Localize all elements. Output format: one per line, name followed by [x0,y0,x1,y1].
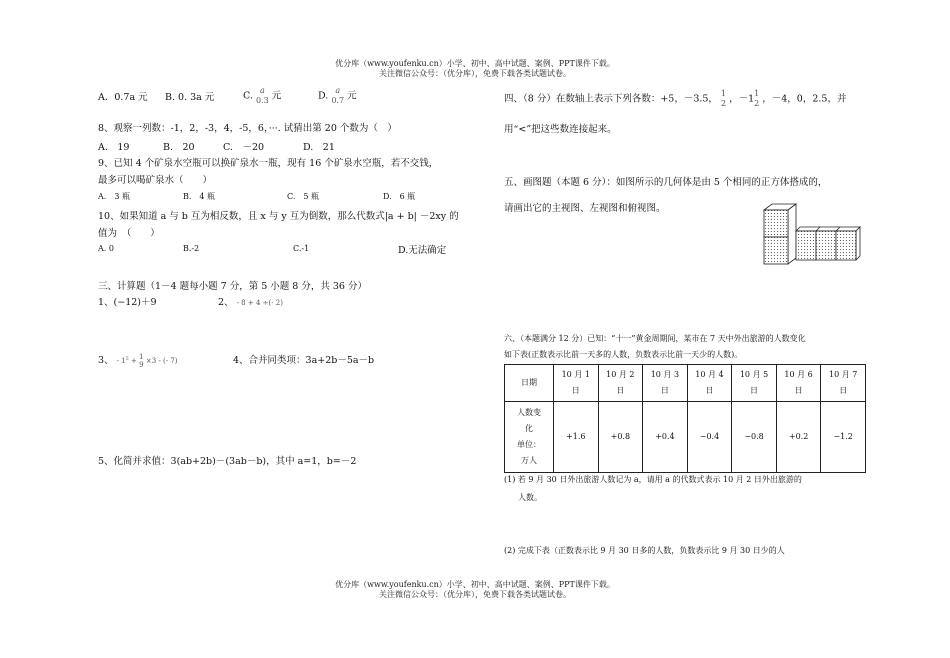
q9-option-a: A. 3 瓶 [98,192,130,201]
q10-option-d: D.无法确定 [398,245,447,256]
q7-option-d-label: D. [318,90,329,102]
problem-2-expression: - 8 + 4 ÷(- 2) [236,299,283,307]
date-line-1: 10 月 4 [695,370,724,379]
problem-3-label: 3、 [98,355,114,366]
problem-2-label: 2、 [218,297,234,308]
q9-option-d: D. 6 瓶 [383,192,416,201]
header-line: 人数变 [517,408,541,417]
table-cell-date [732,365,777,402]
date-line-1: 10 月 5 [739,370,769,379]
cube-row-top-face [796,227,860,231]
q10-option-c: C.-1 [293,244,310,253]
section5-line-2: 请画出它的主视图、左视图和俯视图。 [504,203,666,214]
q9-line-2: 最多可以喝矿泉水（ ） [98,175,213,186]
section6-q1-line-1: (1) 若 9 月 30 日外出旅游人数记为 a，请用 a 的代数式表示 10 月 2 日外出旅游的 [504,475,802,484]
footer-line-2: 关注微信公众号：（优分库），免费下载各类试题试卷。 [379,590,571,599]
date-line-2: 日 [839,386,848,395]
footer-line-1: 优分库（www.youfenku.cn）小学、初中、高中试题、案例、PPT课件下载。 [335,580,615,589]
expr-exponent: 2 [125,355,129,362]
date-line-1: 10 月 3 [650,370,680,379]
table-row-dates [505,365,866,402]
section4-fraction-1 [721,89,726,109]
section4-line-2: 用“<”把这些数连接起来。 [504,124,617,135]
expr-fraction [139,353,143,369]
fraction-numerator: a [335,86,341,95]
section4-line-1 [504,89,846,109]
section3-problem-5: 5、化简并求值：3(ab+2b)－(3ab－b)，其中 a=1，b=－2 [98,456,357,467]
cube-side-face [788,204,796,264]
date-line-2: 日 [750,386,759,395]
table-cell-date [554,365,599,402]
section5-line-1: 五、画图题（本题 6 分）：如图所示的几何体是由 5 个相同的正方体搭成的， [504,177,828,188]
table-cell-date [643,365,688,402]
table-cell-change: +0.4 [643,402,688,473]
q9-option-b: B. 4 瓶 [183,192,216,201]
cube-row-front-3 [836,231,856,260]
fraction-denominator: 0.7 [331,96,345,105]
section6-q1-line-2: 人数。 [518,493,542,502]
date-line-2: 日 [705,386,714,395]
q7-option-c [243,86,281,106]
q7-option-c-unit: 元 [271,90,282,102]
date-line-2: 日 [660,386,669,395]
fraction-denominator: 9 [139,361,144,369]
fraction-numerator: a [259,86,265,95]
q10-option-a: A. 0 [98,244,114,253]
q8-option-c: C. －20 [223,142,265,153]
q10-option-b: B.-2 [183,244,200,253]
section6-q2-line-1: (2) 完成下表（正数表示比 9 月 30 日多的人数，负数表示比 9 月 30 日少的人 [504,546,785,555]
q7-option-c-fraction [256,86,269,106]
date-line-2: 日 [571,386,580,395]
q8-text: 8、观察一列数：-1，2，-3，4，-5，6，···. 试猜出第 20 个数为（ ） [98,123,397,134]
section3-problem-2 [218,294,283,308]
fraction-denominator: 2 [720,99,727,108]
q7-option-c-label: C. [243,90,253,102]
section3-problem-3 [98,352,178,369]
q7-option-b: B. 0. 3a 元 [165,92,215,103]
q8-option-d: D. 21 [303,142,335,153]
fraction-denominator: 0.3 [255,96,269,105]
cube-row-front-1 [796,231,816,260]
section6-line-2: 如下表(正数表示比前一天多的人数，负数表示比前一天少的人数)。 [504,350,743,359]
q9-line-1: 9、已知 4 个矿泉水空瓶可以换矿泉水一瓶，现有 16 个矿泉水空瓶，若不交钱， [98,158,439,169]
section4-text-b: ，－4，0，2.5，并 [762,93,847,105]
date-line-1: 10 月 7 [829,370,858,379]
q9-option-c: C. 5 瓶 [287,192,320,201]
section4-fraction-2 [754,89,759,109]
fraction-numerator: 1 [720,89,727,98]
table-cell-change: +0.2 [776,402,821,473]
table-cell-date [821,365,866,402]
table-cell-date [598,365,643,402]
table-row-changes [505,402,866,473]
table-cell-change: +0.8 [598,402,643,473]
tourist-change-table [504,364,866,473]
problem-3-expression [116,353,178,369]
table-cell-change: −0.8 [732,402,777,473]
q10-line-2: 值为 （ ） [98,228,160,239]
expr-part-c: ×3 - (- 7) [145,357,178,365]
section6-line-1: 六、（本题满分 12 分）已知：“十一”黄金周期间，某市在 7 天中外出旅游的人数变化 [504,334,806,343]
fraction-numerator: 1 [139,353,144,361]
table-cell-change: +1.6 [554,402,599,473]
expr-part-a: - 1 [116,357,126,365]
expr-part-b: + [131,357,137,365]
date-line-2: 日 [794,386,803,395]
date-line-1: 10 月 1 [561,370,590,379]
section3-problem-4: 4、合并同类项：3a+2b－5a－b [233,355,375,366]
q10-line-1: 10、如果知道 a 与 b 互为相反数，且 x 与 y 互为倒数，那么代数式|a + b| －2xy 的 [98,211,459,222]
section3-problem-1: 1、(−12)＋9 [98,297,157,308]
header-line: 化 [525,424,533,433]
section4-text-a: 四、（8 分）在数轴上表示下列各数：+5，－3.5， [504,93,718,105]
cube-row-side-face [856,227,860,260]
table-cell-date [776,365,821,402]
fraction-numerator: 1 [754,89,760,98]
date-line-2: 日 [616,386,625,395]
q7-option-a: A．0.7a 元 [98,92,148,103]
section4-text-mid: ，－1 [729,93,755,105]
table-cell-date [687,365,732,402]
q7-option-d-unit: 元 [347,90,357,102]
cube-front-face-lower [764,237,788,264]
cube-front-face-upper [764,210,788,237]
header-line: 万人 [521,456,537,465]
cube-solid-figure [758,200,862,272]
q7-option-d-fraction [331,86,344,106]
date-line-1: 10 月 2 [606,370,635,379]
table-cell-change: −0.4 [687,402,732,473]
q8-option-a: A. 19 [98,142,130,153]
cube-row-front-2 [816,231,836,260]
q7-option-d [318,86,357,106]
fraction-denominator: 2 [754,99,760,108]
q8-option-b: B. 20 [163,142,195,153]
header-line-1: 优分库（www.youfenku.cn）小学、初中、高中试题、案例、PPT课件下载。 [335,59,615,68]
table-header-date: 日期 [505,365,554,402]
header-line-2: 关注微信公众号：（优分库），免费下载各类试题试卷。 [379,69,571,78]
section3-title: 三、计算题（1－4 题每小题 7 分，第 5 小题 8 分，共 36 分） [98,281,367,292]
table-cell-change: −1.2 [821,402,866,473]
header-line: 单位： [517,440,541,449]
table-header-change [505,402,554,473]
date-line-1: 10 月 6 [784,370,813,379]
